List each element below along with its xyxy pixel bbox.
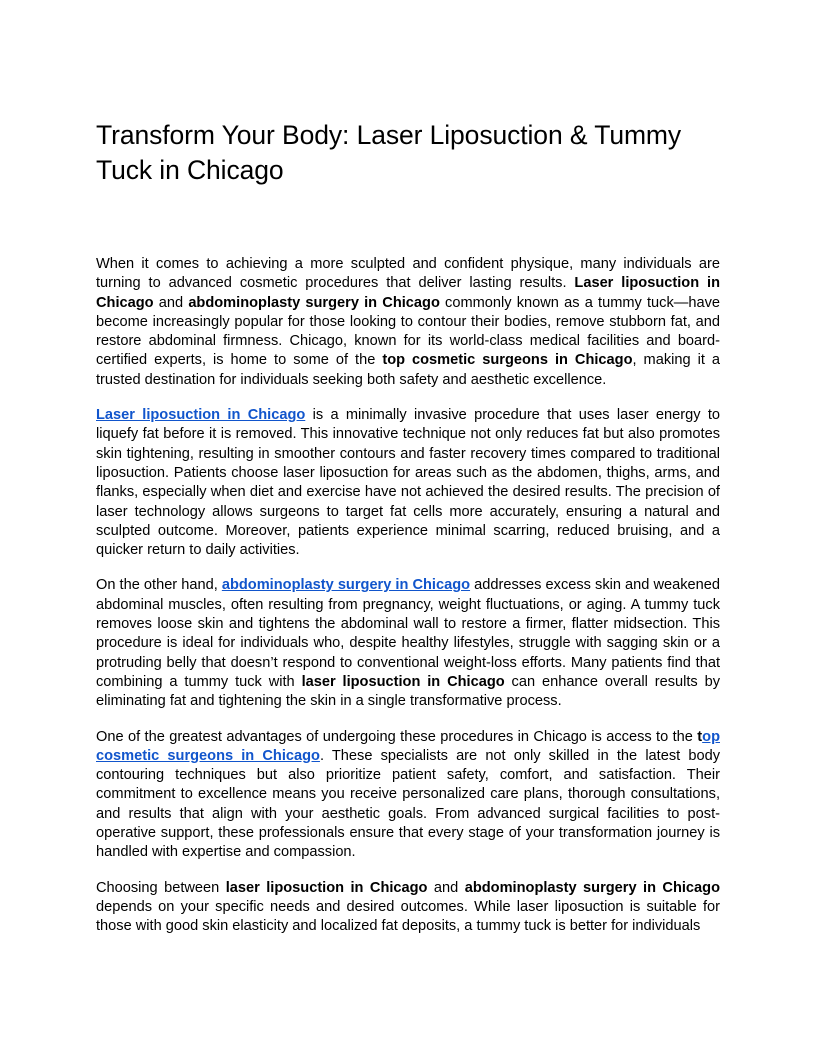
text-run: . These specialists are not only skilled in the latest body contouring techniques but also prioritize patient safety, comfort, and satisfaction. Their commitment to excellence means you receive personalized care plans, thorough consultations, and results that align with your aesthetic goals. From advanced surgical facilities to post-operative support, these professionals ensure that every stage of your transformation journey is handled with expertise and compassion. [96,747,720,861]
paragraph-intro [96,255,720,390]
link-top-cosmetic-surgeons[interactable]: op cosmetic surgeons in Chicago [96,728,720,764]
document-body [96,255,720,953]
bold-run: abdominoplasty surgery in Chicago [464,879,720,896]
paragraph-laser-liposuction [96,406,720,560]
page-title: Transform Your Body: Laser Liposuction & Tummy Tuck in Chicago [96,120,682,185]
text-run: and [153,294,189,311]
paragraph-abdominoplasty [96,576,720,711]
bold-run: laser liposuction in Chicago [301,673,505,690]
link-abdominoplasty[interactable]: abdominoplasty surgery in Chicago [221,577,471,594]
text-run: One of the greatest advantages of undergoing these procedures in Chicago is access to the [96,728,698,745]
text-run: and [427,879,465,896]
bold-run: t [697,728,703,745]
text-run: depends on your specific needs and desired outcomes. While laser liposuction is suitable for those with good skin elasticity and localized fat deposits, a tummy tuck is better for individuals [96,898,720,935]
bold-run: top cosmetic surgeons in Chicago [382,352,633,369]
bold-run: Laser liposuction in Chicago [96,275,720,311]
text-run: is a minimally invasive procedure that uses laser energy to liquefy fat before it is removed. This innovative technique not only reduces fat but also promotes skin tightening, resulting in smoother contours and faster recovery times compared to traditional liposuction. Patients choose laser liposuction for areas such as the abdomen, thighs, arms, and flanks, especially when diet and exercise have not achieved the desired results. The precision of laser technology allows surgeons to target fat cells more accurately, ensuring a natural and sculpted outcome. Moreover, patients experience minimal scarring, reduced bruising, and a quicker return to daily activities. [96,407,720,559]
text-run: commonly known as a tummy tuck—have become increasingly popular for those looking to contour their bodies, remove stubborn fat, and restore abdominal firmness. Chicago, known for its world-class medical facilities and board-certified experts, is home to some of the [96,294,720,369]
bold-run: abdominoplasty surgery in Chicago [188,294,440,311]
text-run: can enhance overall results by eliminating fat and tightening the skin in a single transformative process. [96,673,720,710]
paragraph-top-surgeons [96,728,720,863]
paragraph-choosing [96,879,720,937]
bold-run: laser liposuction in Chicago [225,879,428,896]
text-run: Choosing between [96,879,226,896]
text-run: When it comes to achieving a more sculpted and confident physique, many individuals are turning to advanced cosmetic procedures that deliver lasting results. [96,256,720,292]
text-run: On the other hand, [96,577,222,594]
link-laser-liposuction[interactable]: Laser liposuction in Chicago [96,407,306,424]
text-run: addresses excess skin and weakened abdominal muscles, often resulting from pregnancy, weight fluctuations, or aging. A tummy tuck removes loose skin and tightens the abdominal wall to restore a firmer, flatter midsection. This procedure is ideal for individuals who, despite healthy lifestyles, struggle with sagging skin or a protruding belly that doesn’t respond to conventional weight-loss efforts. Many patients find that combining a tummy tuck with [96,577,720,690]
text-run: , making it a trusted destination for individuals seeking both safety and aesthetic excellence. [96,352,720,388]
